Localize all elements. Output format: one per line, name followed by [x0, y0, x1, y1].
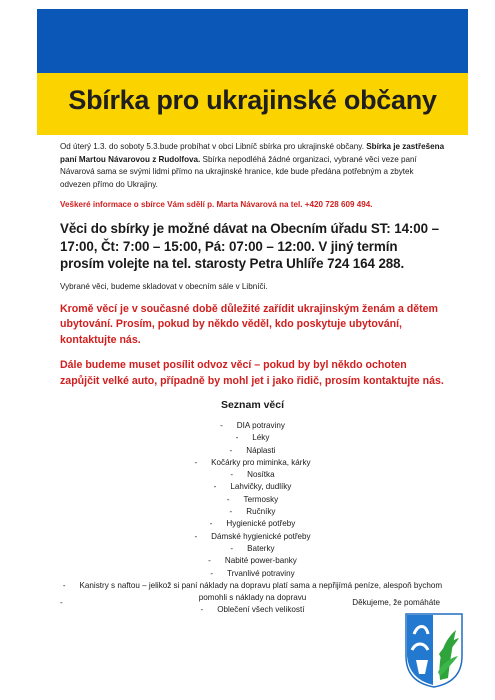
bullet-dash: -	[210, 568, 214, 578]
thanks-text: Děkujeme, že pomáháte	[352, 598, 440, 607]
items-list	[60, 420, 445, 617]
footer-dash: -	[60, 598, 63, 607]
list-item	[60, 531, 445, 543]
list-item	[60, 543, 445, 555]
bullet-dash: -	[230, 543, 234, 553]
list-item-label: Termosky	[243, 494, 279, 504]
list-item-label: Baterky	[247, 543, 275, 553]
bullet-dash: -	[213, 482, 217, 492]
list-item-label: Náplasti	[246, 445, 276, 455]
drop-off-hours: Věci do sbírky je možné dávat na Obecním úřadu ST: 14:00 – 17:00, Čt: 7:00 – 15:00, Pá: 07:00 – 12:00. V jiný termín prosím volejte na tel. starosty Petra Uhlíře 724 164 288.	[60, 221, 439, 271]
bullet-dash: -	[194, 531, 198, 541]
list-item-label: Ručníky	[246, 507, 276, 517]
transport-appeal: Dále budeme muset posílit odvoz věcí – pokud by byl někdo ochoten zapůjčit velké auto, případně by mohl jet i jako řidič, prosím kontaktujte nás.	[60, 359, 444, 387]
list-item-label: Trvanlivé potraviny	[227, 568, 295, 578]
list-item-label: Nabité power-banky	[224, 556, 297, 566]
list-item-label: Léky	[252, 433, 270, 443]
page-title: Sbírka pro ukrajinské občany	[68, 85, 437, 115]
bullet-dash: -	[220, 421, 223, 430]
bullet-dash: -	[194, 457, 198, 467]
bullet-dash: -	[200, 605, 204, 615]
bullet-dash: -	[230, 470, 234, 480]
list-item-label: Hygienické potřeby	[226, 519, 296, 529]
bullet-dash: -	[229, 445, 233, 455]
list-item-label: DIA potraviny	[236, 421, 285, 430]
list-item	[60, 494, 445, 506]
list-item-label: Kočárky pro miminka, kárky	[211, 457, 311, 467]
document-body	[60, 141, 445, 617]
accommodation-appeal: Kromě věcí je v současné době důležité zařídit ukrajinským ženám a dětem ubytování. Prosím, pokud by někdo věděl, kdo poskytuje ubytování, kontaktujte nás.	[60, 302, 438, 346]
list-item-label: Dámské hygienické potřeby	[211, 531, 311, 541]
intro-paragraph	[60, 141, 445, 191]
list-item	[60, 420, 445, 432]
list-item	[60, 432, 445, 444]
intro-text-1: Od úterý 1.3. do soboty 5.3.bude probíhat v obci Libníč sbírka pro ukrajinské občany.	[60, 142, 367, 151]
ukraine-flag-blue-band	[37, 9, 468, 73]
list-item-label: Kanistry s naftou – jelikož si paní náklady na dopravu platí sama a nepřijímá peníze, alespoň bychom pomohli s náklady na dopravu	[79, 580, 443, 603]
list-item	[60, 445, 445, 457]
list-item	[60, 518, 445, 530]
bullet-dash: -	[235, 433, 239, 443]
municipal-coat-of-arms-icon	[404, 612, 464, 688]
list-item	[60, 457, 445, 469]
bullet-dash: -	[62, 580, 66, 590]
list-item-label: Oblečení všech velikostí	[217, 605, 305, 615]
list-item	[60, 469, 445, 481]
intro-bold-text: Sbírka je zastřešena paní Martou Návarovou z Rudolfova.	[60, 142, 445, 164]
list-item	[60, 506, 445, 518]
contact-info: Veškeré informace o sbírce Vám sdělí p. Marta Návarová na tel. +420 728 609 494.	[60, 200, 373, 209]
intro-text-2: Sbírka nepodléhá žádné organizaci, vybrané věci veze paní Návarová sama se svými lidmi přímo na ukrajinské hranice, kde bude předána potřebným a zbytek odvezen přímo do Ukrajiny.	[60, 154, 417, 189]
list-item	[60, 555, 445, 567]
list-item-label: Lahvičky, dudlíky	[230, 482, 292, 492]
bullet-dash: -	[229, 507, 233, 517]
bullet-dash: -	[208, 556, 211, 566]
list-item	[60, 481, 445, 493]
storage-note: Vybrané věci, budeme skladovat v obecním sále v Libníči.	[60, 281, 268, 291]
bullet-dash: -	[226, 494, 230, 504]
list-item	[60, 568, 445, 580]
bullet-dash: -	[209, 519, 213, 529]
items-list-title: Seznam věcí	[220, 399, 285, 411]
list-item-label: Nosítka	[247, 470, 275, 480]
